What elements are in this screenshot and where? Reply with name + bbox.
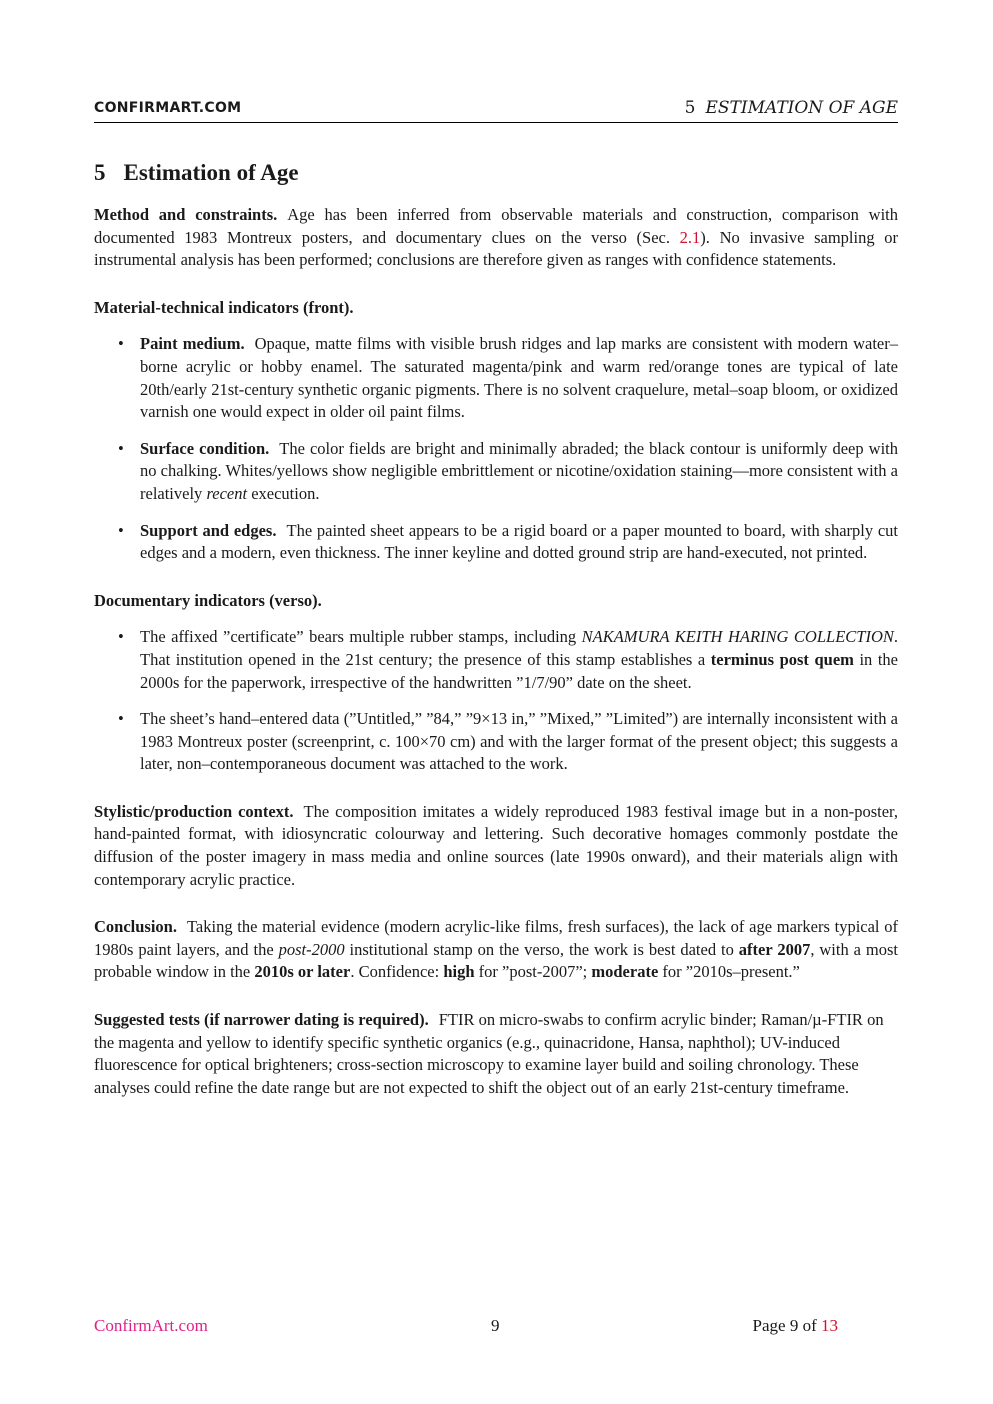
tests-text: FTIR on micro-swabs to confirm acrylic binder; Raman/µ-FTIR on the magenta and yellow to identify specific synthetic organics (e.g., quinacridone, Hansa, naphthol); UV-induced fluorescence for optical brighteners; cross-section microscopy to examine layer build and soiling chronology. These analyses could refine the date range but are not expected to shift the object out of an early 21st-century timeframe. [94, 1010, 884, 1097]
header-section-number: 5 [684, 98, 696, 118]
stylistic-paragraph [94, 801, 898, 891]
list-item [94, 333, 898, 423]
bullet-icon: • [118, 627, 124, 647]
bullet-icon: • [118, 520, 124, 540]
item-emphasis: recent [206, 483, 248, 503]
footer-site-link[interactable]: ConfirmArt.com [94, 1316, 208, 1335]
conclusion-text-6: for ”2010s–present.” [658, 962, 800, 982]
section-title: Estimation of Age [123, 160, 299, 185]
list-item [94, 520, 898, 565]
bullet-icon: • [118, 438, 124, 458]
stylistic-text: The composition imitates a widely reproduced 1983 festival image but in a non-poster, hand-painted format, with idiosyncratic colourway and lettering. Such decorative homages commonly postdate the diffusion of the poster imagery in mass media and online sources (late 1990s onward), and their materials align with contemporary acrylic practice. [94, 801, 898, 889]
item-label: Support and edges. [140, 520, 277, 540]
list-item [94, 626, 898, 694]
section-number: 5 [94, 160, 106, 185]
list-item [94, 438, 898, 506]
conclusion-text-1: Taking the material evidence (modern acrylic-like films, fresh surfaces), the lack of age markers typical of 1980s paint layers, and the [94, 917, 898, 959]
method-text-1: Age has been inferred from observable materials and construction, comparison with documented 1983 Montreux posters, and documentary clues on the verso (Sec. [94, 205, 898, 247]
conclusion-heading: Conclusion. [94, 917, 177, 937]
header-logo: CONFIRMART.COM [94, 100, 242, 116]
item-text-2: execution. [247, 483, 320, 503]
footer-page-prefix: Page 9 of [752, 1316, 821, 1335]
running-header [94, 98, 898, 123]
footer-total-pages-link[interactable]: 13 [821, 1316, 838, 1335]
conclusion-emphasis: post-2000 [278, 939, 345, 959]
item-label: Paint medium. [140, 334, 245, 354]
conclusion-strong-1: after 2007 [738, 939, 811, 959]
item-label: Surface condition. [140, 438, 270, 458]
conclusion-paragraph [94, 916, 898, 984]
method-text-2: ). No invasive sampling or instrumental analysis has been performed; conclusions are therefore given as ranges with confidence statements. [94, 227, 898, 270]
header-section-title [685, 98, 898, 118]
item-text-2: . That institution opened in the 21st century; the presence of this stamp establishes a [140, 627, 898, 669]
item-emphasis: NAKAMURA KEITH HARING COLLECTION [581, 627, 894, 647]
item-text-1: The color fields are bright and minimally abraded; the black contour is uniformly deep with no chalking. Whites/yellows show negligible embrittlement or nicotine/oxidation staining—more consistent with a relatively [140, 438, 898, 503]
conclusion-text-4: . Confidence: [350, 962, 444, 982]
header-section-label: ESTIMATION OF AGE [705, 98, 898, 118]
tests-paragraph [94, 1009, 898, 1099]
conclusion-strong-3: high [443, 962, 475, 982]
footer-page-number: 9 [491, 1316, 500, 1335]
documentary-list [94, 626, 898, 776]
item-text: Opaque, matte films with visible brush ridges and lap marks are consistent with modern water–borne acrylic or hobby enamel. The saturated magenta/pink and warm red/orange tones are typical of late 20th/early 21st-century synthetic organic pigments. There is no solvent craquelure, metal–soap bloom, or oxidized varnish one would expect in older oil paint films. [140, 334, 898, 422]
item-text: The sheet’s hand–entered data (”Untitled,” ”84,” ”9×13 in,” ”Mixed,” ”Limited”) are internally inconsistent with a 1983 Montreux poster (screenprint, c. 100×70 cm) and with the larger format of the present object; this suggests a later, non–contemporaneous document was attached to the work. [140, 709, 898, 774]
method-heading: Method and constraints. [94, 205, 278, 224]
conclusion-text-3: , with a most probable window in the [94, 939, 899, 982]
section-heading [94, 158, 898, 188]
page-footer [94, 1316, 838, 1340]
conclusion-text-2: institutional stamp on the verso, the work is best dated to [344, 939, 739, 959]
footer-page-count [753, 1316, 838, 1336]
list-item [94, 708, 898, 776]
material-list [94, 333, 898, 564]
method-paragraph [94, 204, 898, 272]
conclusion-strong-2: 2010s or later [254, 962, 351, 982]
item-text-3: in the 2000s for the paperwork, irrespective of the handwritten ”1/7/90” date on the sheet. [140, 649, 899, 692]
section-ref-link[interactable]: 2.1 [679, 227, 701, 247]
stylistic-heading: Stylistic/production context. [94, 801, 294, 821]
item-text-1: The affixed ”certificate” bears multiple rubber stamps, including [140, 627, 582, 647]
tests-heading: Suggested tests (if narrower dating is required). [94, 1010, 429, 1030]
page-content [94, 158, 898, 1124]
documentary-heading: Documentary indicators (verso). [94, 590, 322, 610]
material-heading: Material-technical indicators (front). [94, 297, 354, 317]
bullet-icon: • [118, 334, 124, 354]
bullet-icon: • [118, 709, 124, 729]
conclusion-text-5: for ”post-2007”; [474, 962, 592, 982]
conclusion-strong-4: moderate [591, 962, 659, 982]
item-text: The painted sheet appears to be a rigid board or a paper mounted to board, with sharply cut edges and a modern, even thickness. The inner keyline and dotted ground strip are hand-executed, not printed. [140, 520, 899, 563]
item-strong: terminus post quem [710, 649, 854, 669]
